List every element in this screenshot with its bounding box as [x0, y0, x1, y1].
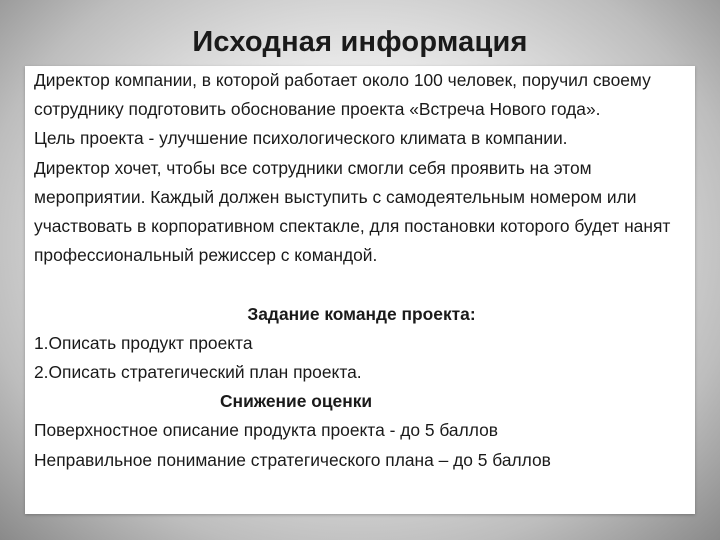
penalty-item-2: Неправильное понимание стратегического плана – до 5 баллов: [34, 449, 551, 470]
penalty-item-1: Поверхностное описание продукта проекта - до 5 баллов: [34, 420, 498, 441]
details-paragraph: Директор хочет, чтобы все сотрудники смогли себя проявить на этом мероприятии. Каждый должен выступить с самодеятельным номером или участвовать в корпоративном спектакле, для постановки которого будет нанят профессиональный режиссер с командой.: [34, 157, 671, 266]
content-box: [25, 66, 695, 514]
task-item-1: 1.Описать продукт проекта: [34, 332, 253, 353]
goal-paragraph: Цель проекта - улучшение психологического климата в компании.: [34, 128, 568, 149]
slide-title: Исходная информация: [192, 26, 528, 58]
penalty-heading: Снижение оценки: [220, 391, 373, 412]
task-item-2: 2.Описать стратегический план проекта.: [34, 362, 362, 383]
spacer: [34, 270, 689, 299]
content-text: [34, 66, 689, 475]
intro-paragraph: Директор компании, в которой работает около 100 человек, поручил своему сотруднику подготовить обоснование проекта «Встреча Нового года».: [34, 70, 651, 120]
task-heading: Задание команде проекта:: [247, 303, 476, 324]
